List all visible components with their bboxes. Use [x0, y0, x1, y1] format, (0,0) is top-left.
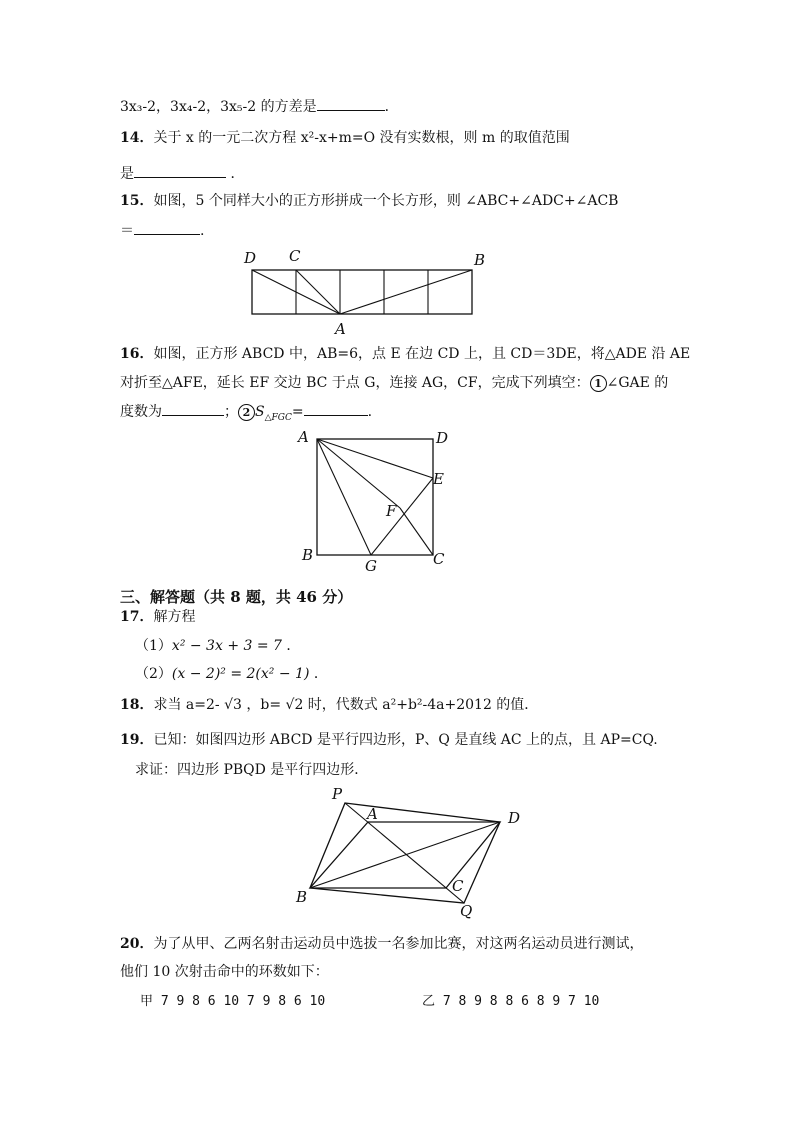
q16-line3: 度数为 ； 2 $S_{\triangle FGC}=$ .: [120, 401, 372, 428]
q14-answer-line: 是 ．: [120, 163, 244, 184]
label-p: P: [332, 785, 343, 803]
q16-line1: [120, 344, 690, 364]
question-number: 16．: [120, 346, 154, 362]
answer-blank: [304, 401, 368, 416]
q19-line2: 求证：四边形 PBQD 是平行四边形．: [135, 762, 369, 778]
q17-text: 解方程: [153, 609, 196, 625]
q17-part2: （2）(x − 2)² = 2(x² − 1) ．: [135, 666, 328, 682]
question-number: 15．: [120, 193, 154, 209]
q14-text: 关于 x 的一元二次方程 x²-x+m=O 没有实数根，则 m 的取值范围: [153, 130, 570, 146]
label-d: D: [436, 429, 449, 447]
answer-blank: [134, 220, 200, 235]
q16-text-1: 如图，正方形 ABCD 中，AB=6，点 E 在边 CD 上，且 CD＝3DE，将△ADE 沿 AE: [153, 346, 691, 362]
label-f: F: [386, 502, 397, 520]
question-number: 20．: [120, 936, 154, 952]
question-number: 19．: [120, 732, 154, 748]
area-subscript: △FGC: [264, 412, 292, 423]
q20-line1: [120, 934, 643, 954]
label-a: A: [298, 428, 309, 446]
section-three-heading: 三、解答题（共 8 题，共 46 分）: [120, 588, 353, 606]
circled-two: 2: [238, 404, 255, 421]
q18: [120, 695, 538, 715]
segment-eg: [371, 478, 433, 555]
answer-blank: [317, 96, 385, 111]
area-eq: =: [291, 404, 304, 420]
label-c: C: [289, 247, 301, 265]
segment-fc: [400, 508, 433, 555]
separator: ；: [224, 404, 238, 420]
q15-figure: [240, 245, 500, 340]
part-number: （1）: [135, 638, 172, 654]
q13-text: 3x₃-2，3x₄-2，3x₅-2 的方差是: [120, 99, 317, 115]
q15-answer-line: ＝ .: [120, 220, 204, 241]
q15: [120, 191, 618, 211]
q15-eq: ＝: [120, 223, 134, 239]
label-d: D: [508, 809, 521, 827]
label-b: B: [474, 251, 486, 269]
area-symbol: S: [255, 404, 265, 420]
label-g: G: [365, 557, 377, 575]
q16-text-3: 度数为: [120, 404, 162, 420]
q20-text-1: 为了从甲、乙两名射击运动员中选拔一名参加比赛，对这两名运动员进行测试，: [153, 936, 644, 952]
label-d: D: [244, 249, 257, 267]
q14: [120, 128, 570, 148]
part-number: （2）: [135, 666, 172, 682]
label-a: A: [335, 320, 346, 338]
label-a: A: [367, 805, 378, 823]
q14-shi: 是: [120, 166, 134, 182]
segment-ca: [296, 270, 340, 314]
rectangle: [252, 270, 472, 314]
q19-line1: [120, 730, 658, 750]
q16-line2: [120, 373, 668, 393]
label-q: Q: [460, 902, 473, 920]
jia-scores: 甲 7 9 8 6 10 7 9 8 6 10: [140, 994, 326, 1009]
q15-text: 如图，5 个同样大小的正方形拼成一个长方形，则 ∠ABC+∠ADC+∠ACB: [153, 193, 619, 209]
q16-text-2b: ∠GAE 的: [606, 375, 669, 391]
segment-ag: [317, 439, 371, 555]
label-c: C: [433, 550, 445, 568]
yi-scores: 乙 7 8 9 8 8 6 8 9 7 10: [422, 994, 600, 1009]
q19-figure: [290, 785, 530, 920]
segment-ae: [317, 439, 433, 478]
label-b: B: [302, 546, 314, 564]
equation-2: (x − 2)² = 2(x² − 1): [171, 666, 310, 682]
q17-part1: （1）x² − 3x + 3 = 7 ．: [135, 638, 301, 654]
q17: [120, 607, 195, 627]
answer-blank: [134, 163, 226, 178]
question-number: 18．: [120, 697, 154, 713]
q16-text-2: 对折至△AFE，延长 EF 交边 BC 于点 G，连接 AG，CF，完成下列填空：: [120, 375, 590, 391]
question-number: 17．: [120, 609, 154, 625]
label-c: C: [452, 877, 464, 895]
label-e: E: [433, 470, 444, 488]
question-number: 14．: [120, 130, 154, 146]
q16-figure: [290, 425, 460, 575]
segment-ba: [340, 270, 472, 314]
label-b: B: [296, 888, 308, 906]
q19-text-1: 已知：如图四边形 ABCD 是平行四边形，P、Q 是直线 AC 上的点，且 AP=CQ.: [153, 732, 658, 748]
answer-blank: [162, 401, 224, 416]
q18-text: 求当 a=2- √3 ，b= √2 时，代数式 a²+b²-4a+2012 的值．: [153, 697, 539, 713]
square-abcd: [317, 439, 433, 555]
segment-af: [317, 439, 400, 508]
q20-line2: 他们 10 次射击命中的环数如下：: [120, 964, 329, 980]
circled-one: 1: [590, 375, 607, 392]
q13-tail: 3x₃-2，3x₄-2，3x₅-2 的方差是 ．: [120, 96, 399, 117]
equation-1: x² − 3x + 3 = 7: [171, 638, 282, 654]
